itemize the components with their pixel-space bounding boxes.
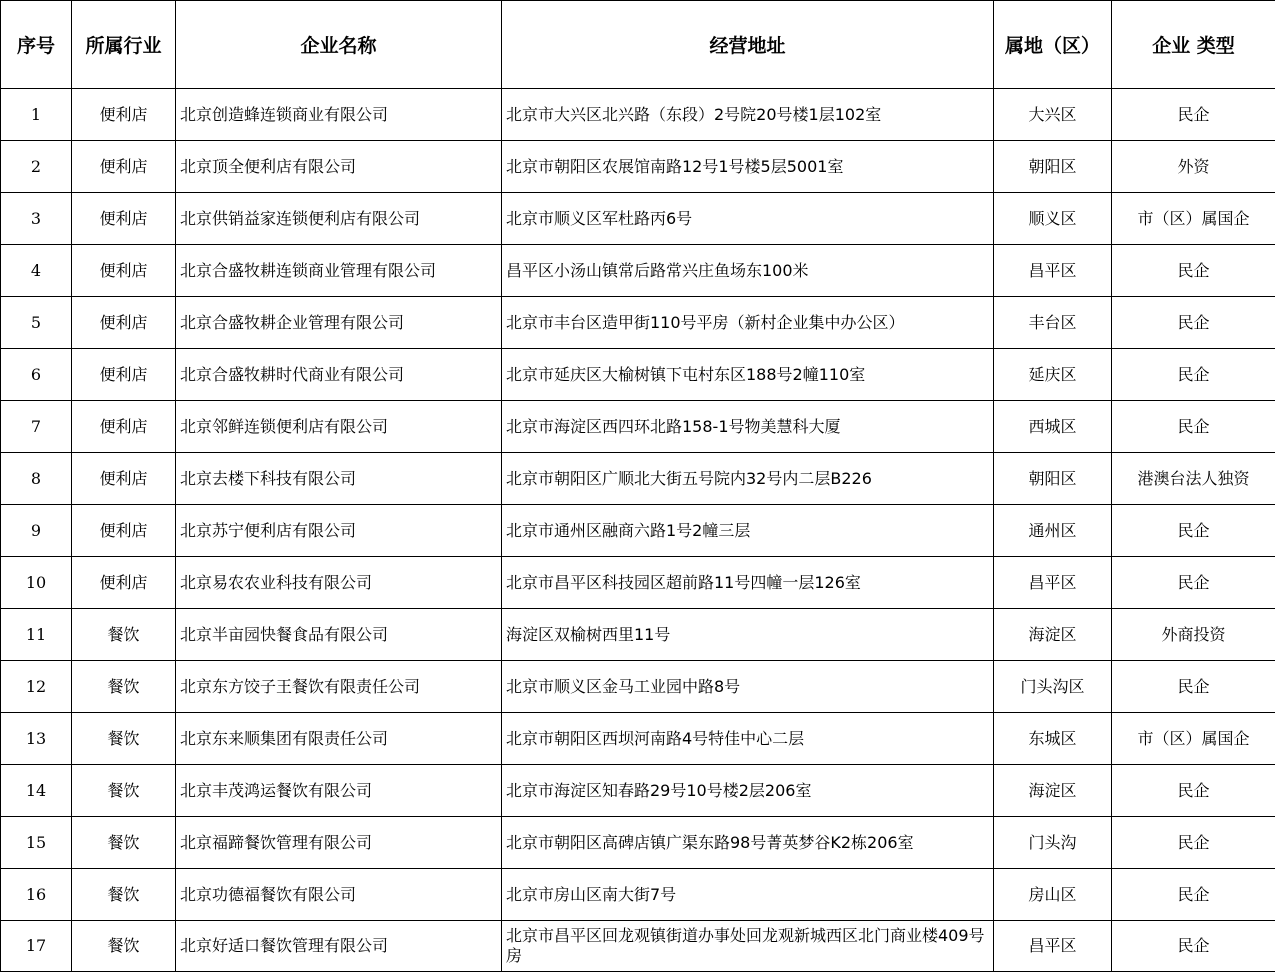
table-row [1, 193, 1275, 245]
cell-index: 13 [1, 713, 72, 765]
cell-address: 北京市昌平区科技园区超前路11号四幢一层126室 [502, 557, 994, 609]
cell-company-name: 北京供销益家连锁便利店有限公司 [176, 193, 502, 245]
cell-company-type: 民企 [1112, 765, 1275, 817]
table-row [1, 349, 1275, 401]
cell-address: 北京市顺义区金马工业园中路8号 [502, 661, 994, 713]
cell-district: 海淀区 [994, 609, 1112, 661]
cell-company-name: 北京半亩园快餐食品有限公司 [176, 609, 502, 661]
cell-index: 8 [1, 453, 72, 505]
cell-address: 北京市昌平区回龙观镇街道办事处回龙观新城西区北门商业楼409号房 [502, 921, 994, 972]
cell-index: 14 [1, 765, 72, 817]
cell-company-name: 北京合盛牧耕时代商业有限公司 [176, 349, 502, 401]
cell-industry: 便利店 [72, 245, 176, 297]
cell-company-type: 民企 [1112, 505, 1275, 557]
cell-company-type: 民企 [1112, 297, 1275, 349]
cell-company-type: 民企 [1112, 869, 1275, 921]
table-row [1, 141, 1275, 193]
cell-district: 昌平区 [994, 245, 1112, 297]
cell-address: 北京市海淀区知春路29号10号楼2层206室 [502, 765, 994, 817]
cell-company-type: 港澳台法人独资 [1112, 453, 1275, 505]
cell-company-name: 北京去楼下科技有限公司 [176, 453, 502, 505]
cell-company-name: 北京顶全便利店有限公司 [176, 141, 502, 193]
cell-company-name: 北京东来顺集团有限责任公司 [176, 713, 502, 765]
cell-company-name: 北京好适口餐饮管理有限公司 [176, 921, 502, 972]
header-company-type: 企业 类型 [1112, 1, 1275, 89]
cell-company-type: 市（区）属国企 [1112, 193, 1275, 245]
header-address: 经营地址 [502, 1, 994, 89]
cell-company-type: 市（区）属国企 [1112, 713, 1275, 765]
cell-index: 9 [1, 505, 72, 557]
table-row [1, 765, 1275, 817]
header-row [1, 1, 1275, 89]
cell-index: 12 [1, 661, 72, 713]
table-row [1, 713, 1275, 765]
cell-district: 丰台区 [994, 297, 1112, 349]
cell-index: 10 [1, 557, 72, 609]
cell-industry: 便利店 [72, 297, 176, 349]
header-company-name: 企业名称 [176, 1, 502, 89]
cell-company-type: 民企 [1112, 661, 1275, 713]
cell-district: 昌平区 [994, 557, 1112, 609]
cell-industry: 便利店 [72, 557, 176, 609]
table-row [1, 869, 1275, 921]
cell-company-name: 北京邻鲜连锁便利店有限公司 [176, 401, 502, 453]
cell-index: 16 [1, 869, 72, 921]
cell-company-type: 民企 [1112, 89, 1275, 141]
table-row [1, 297, 1275, 349]
header-industry: 所属行业 [72, 1, 176, 89]
cell-address: 北京市房山区南大街7号 [502, 869, 994, 921]
cell-address: 北京市朝阳区农展馆南路12号1号楼5层5001室 [502, 141, 994, 193]
cell-industry: 便利店 [72, 141, 176, 193]
cell-district: 西城区 [994, 401, 1112, 453]
cell-industry: 便利店 [72, 401, 176, 453]
cell-district: 海淀区 [994, 765, 1112, 817]
cell-address: 北京市大兴区北兴路（东段）2号院20号楼1层102室 [502, 89, 994, 141]
cell-address: 海淀区双榆树西里11号 [502, 609, 994, 661]
table-row [1, 505, 1275, 557]
table-body [1, 89, 1275, 972]
table-row [1, 89, 1275, 141]
cell-company-name: 北京丰茂鸿运餐饮有限公司 [176, 765, 502, 817]
cell-district: 东城区 [994, 713, 1112, 765]
cell-company-name: 北京苏宁便利店有限公司 [176, 505, 502, 557]
cell-industry: 餐饮 [72, 921, 176, 972]
cell-company-type: 外资 [1112, 141, 1275, 193]
cell-industry: 餐饮 [72, 713, 176, 765]
cell-address: 北京市延庆区大榆树镇下屯村东区188号2幢110室 [502, 349, 994, 401]
cell-company-name: 北京东方饺子王餐饮有限责任公司 [176, 661, 502, 713]
cell-index: 3 [1, 193, 72, 245]
table-row [1, 453, 1275, 505]
cell-district: 朝阳区 [994, 141, 1112, 193]
table-row [1, 817, 1275, 869]
cell-address: 北京市朝阳区高碑店镇广渠东路98号菁英梦谷K2栋206室 [502, 817, 994, 869]
cell-industry: 餐饮 [72, 869, 176, 921]
cell-address: 北京市朝阳区西坝河南路4号特佳中心二层 [502, 713, 994, 765]
cell-index: 7 [1, 401, 72, 453]
cell-company-type: 民企 [1112, 921, 1275, 972]
cell-company-type: 民企 [1112, 401, 1275, 453]
cell-address: 北京市通州区融商六路1号2幢三层 [502, 505, 994, 557]
cell-company-name: 北京功德福餐饮有限公司 [176, 869, 502, 921]
cell-district: 朝阳区 [994, 453, 1112, 505]
cell-industry: 便利店 [72, 505, 176, 557]
table-row [1, 661, 1275, 713]
cell-industry: 便利店 [72, 453, 176, 505]
cell-index: 1 [1, 89, 72, 141]
cell-district: 门头沟 [994, 817, 1112, 869]
cell-address: 昌平区小汤山镇常后路常兴庄鱼场东100米 [502, 245, 994, 297]
cell-address: 北京市丰台区造甲街110号平房（新村企业集中办公区） [502, 297, 994, 349]
cell-company-type: 民企 [1112, 817, 1275, 869]
table-row [1, 245, 1275, 297]
cell-industry: 便利店 [72, 349, 176, 401]
cell-index: 17 [1, 921, 72, 972]
cell-district: 房山区 [994, 869, 1112, 921]
cell-company-type: 民企 [1112, 245, 1275, 297]
table-row [1, 609, 1275, 661]
table-row [1, 557, 1275, 609]
cell-industry: 餐饮 [72, 661, 176, 713]
cell-company-name: 北京合盛牧耕企业管理有限公司 [176, 297, 502, 349]
cell-index: 6 [1, 349, 72, 401]
cell-address: 北京市海淀区西四环北路158-1号物美慧科大厦 [502, 401, 994, 453]
cell-company-name: 北京合盛牧耕连锁商业管理有限公司 [176, 245, 502, 297]
cell-industry: 便利店 [72, 89, 176, 141]
cell-district: 大兴区 [994, 89, 1112, 141]
cell-industry: 餐饮 [72, 817, 176, 869]
header-district: 属地（区） [994, 1, 1112, 89]
header-index: 序号 [1, 1, 72, 89]
table-row [1, 921, 1275, 972]
cell-index: 2 [1, 141, 72, 193]
cell-company-name: 北京福蹄餐饮管理有限公司 [176, 817, 502, 869]
cell-company-type: 民企 [1112, 349, 1275, 401]
cell-company-type: 外商投资 [1112, 609, 1275, 661]
cell-company-name: 北京易农农业科技有限公司 [176, 557, 502, 609]
cell-district: 通州区 [994, 505, 1112, 557]
cell-district: 延庆区 [994, 349, 1112, 401]
cell-address: 北京市顺义区军杜路丙6号 [502, 193, 994, 245]
cell-index: 15 [1, 817, 72, 869]
cell-index: 11 [1, 609, 72, 661]
cell-industry: 餐饮 [72, 765, 176, 817]
cell-district: 门头沟区 [994, 661, 1112, 713]
cell-index: 5 [1, 297, 72, 349]
cell-index: 4 [1, 245, 72, 297]
cell-company-name: 北京创造蜂连锁商业有限公司 [176, 89, 502, 141]
cell-district: 昌平区 [994, 921, 1112, 972]
cell-industry: 餐饮 [72, 609, 176, 661]
cell-district: 顺义区 [994, 193, 1112, 245]
cell-address: 北京市朝阳区广顺北大街五号院内32号内二层B226 [502, 453, 994, 505]
cell-company-type: 民企 [1112, 557, 1275, 609]
table-row [1, 401, 1275, 453]
cell-industry: 便利店 [72, 193, 176, 245]
